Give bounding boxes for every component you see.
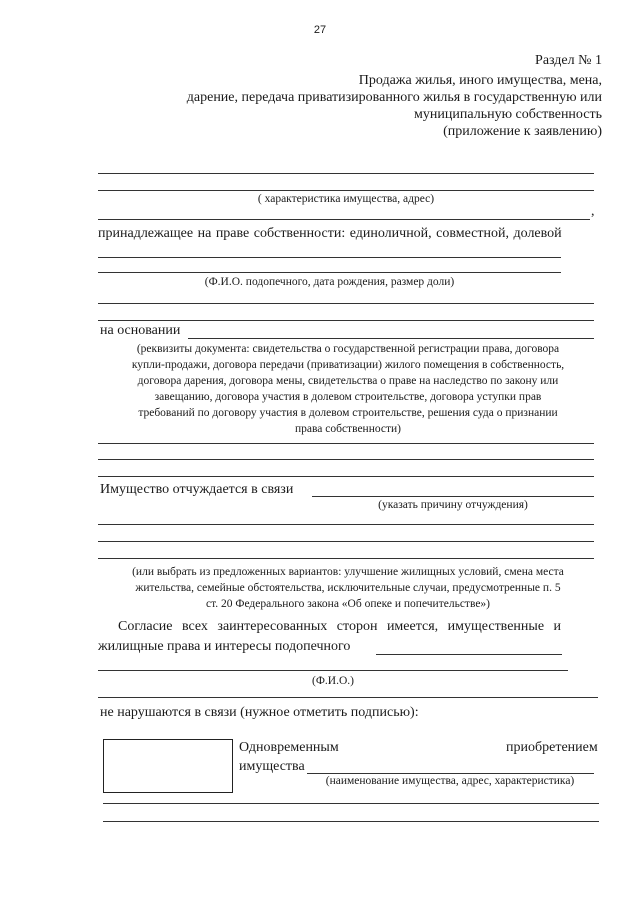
owner-line-2[interactable] — [98, 272, 561, 273]
alienation-fill-line-3[interactable] — [98, 558, 594, 559]
basis-caption-5: требований по договору участия в долевом строительстве, решения суда о признании — [138, 407, 558, 419]
property-line-3[interactable] — [98, 219, 590, 220]
option1-fill-line-1[interactable] — [103, 803, 599, 804]
section-title: Раздел № 1 — [535, 53, 602, 68]
option1-word2: приобретением — [506, 740, 598, 755]
property-caption: ( характеристика имущества, адрес) — [257, 193, 435, 205]
option1-word1: Одновременным — [239, 740, 339, 755]
ownership-caption: (Ф.И.О. подопечного, дата рождения, размер доли) — [204, 276, 455, 288]
option1-line[interactable] — [307, 773, 594, 774]
header-line-3: муниципальную собственность — [414, 107, 602, 122]
comma: , — [591, 204, 595, 219]
alienation-fill-line-1[interactable] — [98, 524, 594, 525]
ownership-text: принадлежащее на праве собственности: единоличной, совместной, долевой — [98, 226, 562, 241]
option1-fill-line-2[interactable] — [103, 821, 599, 822]
consent-fill-line-2[interactable] — [98, 697, 598, 698]
owner-line-3[interactable] — [98, 303, 594, 304]
consent-fill-line[interactable] — [98, 670, 568, 671]
variants-line-3: ст. 20 Федерального закона «Об опеке и попечительстве») — [205, 598, 491, 610]
basis-fill-line-1[interactable] — [98, 443, 594, 444]
property-line-1[interactable] — [98, 173, 594, 174]
alienation-label: Имущество отчуждается в связи — [100, 482, 294, 497]
option1-caption: (наименование имущества, адрес, характеристика) — [325, 775, 575, 787]
not-violated-text: не нарушаются в связи (нужное отметить подписью): — [100, 705, 419, 720]
page-number: 27 — [313, 24, 327, 36]
property-line-2[interactable] — [98, 190, 594, 191]
header-line-2: дарение, передача приватизированного жилья в государственную или — [186, 90, 602, 105]
variants-line-1: (или выбрать из предложенных вариантов: улучшение жилищных условий, смена места — [132, 566, 564, 578]
consent-line-1: Согласие всех заинтересованных сторон имеется, имущественные и — [118, 619, 562, 634]
option1-signature-box[interactable] — [103, 739, 233, 793]
consent-caption: (Ф.И.О.) — [312, 675, 354, 687]
alienation-caption: (указать причину отчуждения) — [378, 499, 528, 511]
basis-fill-line-2[interactable] — [98, 459, 594, 460]
basis-line[interactable] — [188, 338, 594, 339]
consent-line-2: жилищные права и интересы подопечного — [98, 639, 351, 654]
alienation-fill-line-2[interactable] — [98, 541, 594, 542]
basis-caption-1: (реквизиты документа: свидетельства о государственной регистрации права, договора — [136, 343, 560, 355]
consent-line[interactable] — [376, 654, 562, 655]
basis-caption-6: права собственности) — [294, 423, 402, 435]
basis-caption-4: завещанию, договора участия в долевом строительстве, договора уступки прав — [154, 391, 542, 403]
basis-fill-line-3[interactable] — [98, 476, 594, 477]
owner-line-1[interactable] — [98, 257, 561, 258]
variants-line-2: жительства, семейные обстоятельства, исключительные случаи, предусмотренные п. 5 — [135, 582, 561, 594]
owner-line-4[interactable] — [98, 320, 594, 321]
alienation-line[interactable] — [312, 496, 594, 497]
header-line-1: Продажа жилья, иного имущества, мена, — [358, 73, 602, 88]
basis-caption-2: купли-продажи, договора передачи (приватизации) жилого помещения в собственность, — [131, 359, 565, 371]
basis-label: на основании — [100, 323, 181, 338]
header-line-4: (приложение к заявлению) — [443, 124, 602, 139]
option1-word3: имущества — [239, 759, 305, 774]
basis-caption-3: договора дарения, договора мены, свидетельства о праве на наследство по закону или — [137, 375, 559, 387]
